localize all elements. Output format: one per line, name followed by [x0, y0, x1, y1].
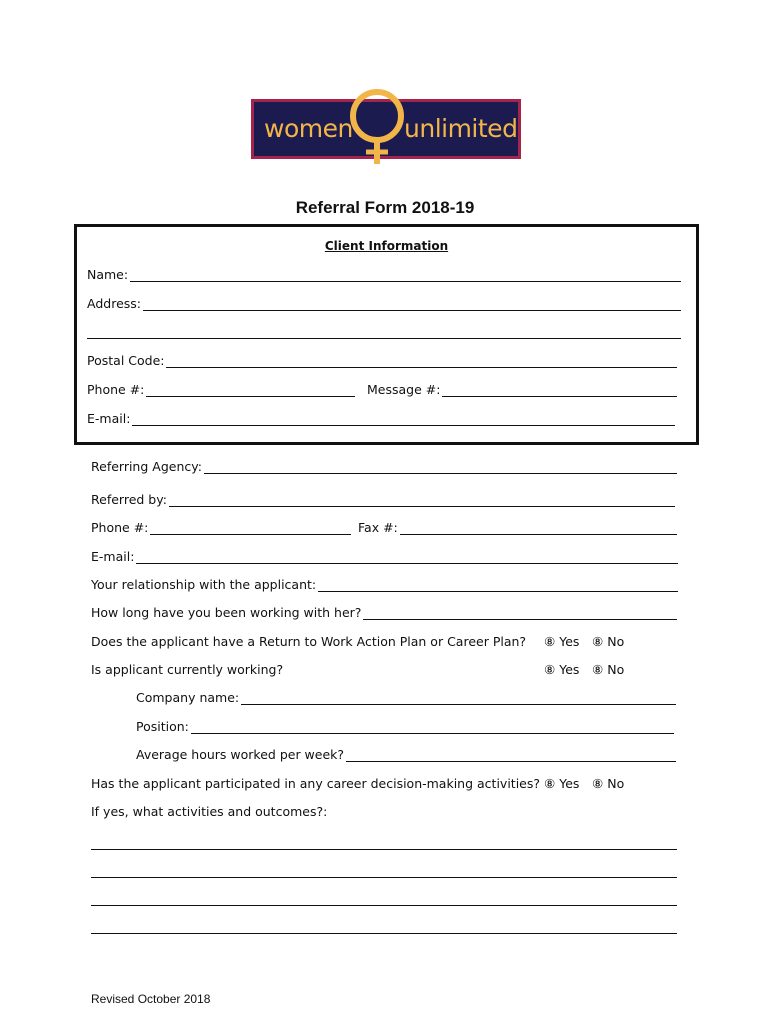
working-yes-checkbox-icon[interactable]: ⑧	[544, 662, 556, 677]
client-email-label: E-mail:	[87, 411, 131, 426]
referred-by-field[interactable]	[91, 492, 675, 507]
client-phone-line[interactable]	[146, 382, 355, 397]
activities-yes-option[interactable]	[544, 776, 579, 791]
fax-label: Fax #:	[358, 520, 398, 535]
hours-label: Average hours worked per week?	[136, 747, 345, 762]
address-line[interactable]	[143, 296, 681, 311]
referrer-phone-field[interactable]	[91, 520, 351, 535]
page-title: Referral Form 2018-19	[295, 198, 475, 217]
address-field[interactable]	[87, 296, 681, 311]
hours-line[interactable]	[346, 747, 676, 762]
referrer-phone-line[interactable]	[150, 520, 351, 535]
working-yes-option[interactable]	[544, 662, 579, 677]
activities-no-option[interactable]	[592, 776, 624, 791]
how-long-field[interactable]	[91, 605, 677, 620]
name-field[interactable]	[87, 267, 681, 282]
referring-agency-label: Referring Agency:	[91, 459, 202, 474]
client-phone-label: Phone #:	[87, 382, 145, 397]
activities-no-label: No	[607, 776, 625, 791]
logo-text-unlimited: unlimited	[404, 114, 518, 143]
working-no-label: No	[607, 662, 625, 677]
message-line[interactable]	[442, 382, 677, 397]
referred-by-label: Referred by:	[91, 492, 167, 507]
company-name-field[interactable]	[136, 690, 676, 705]
logo	[251, 99, 521, 159]
working-yes-label: Yes	[559, 662, 580, 677]
activities-no-checkbox-icon[interactable]: ⑧	[592, 776, 604, 791]
address-label: Address:	[87, 296, 141, 311]
outcomes-line-2[interactable]	[91, 876, 677, 878]
client-email-field[interactable]	[87, 411, 675, 426]
postal-code-label: Postal Code:	[87, 353, 165, 368]
message-field[interactable]	[367, 382, 677, 397]
plan-no-label: No	[607, 634, 625, 649]
referrer-email-line[interactable]	[136, 549, 678, 564]
plan-no-checkbox-icon[interactable]: ⑧	[592, 634, 604, 649]
company-name-label: Company name:	[136, 690, 240, 705]
hours-field[interactable]	[136, 747, 676, 762]
postal-code-field[interactable]	[87, 353, 677, 368]
position-line[interactable]	[191, 719, 674, 734]
postal-code-line[interactable]	[166, 353, 677, 368]
company-name-line[interactable]	[241, 690, 676, 705]
fax-line[interactable]	[400, 520, 677, 535]
relationship-label: Your relationship with the applicant:	[91, 577, 317, 592]
plan-yes-option[interactable]	[544, 634, 579, 649]
name-line[interactable]	[130, 267, 681, 282]
working-question: Is applicant currently working?	[91, 662, 284, 677]
outcomes-label: If yes, what activities and outcomes?:	[91, 804, 328, 819]
outcomes-line-3[interactable]	[91, 904, 677, 906]
client-info-heading: Client Information	[324, 239, 449, 253]
logo-text-women: women	[264, 114, 353, 143]
revision-note: Revised October 2018	[91, 992, 211, 1006]
activities-yes-checkbox-icon[interactable]: ⑧	[544, 776, 556, 791]
activities-question: Has the applicant participated in any career decision-making activities?	[91, 776, 540, 791]
client-phone-field[interactable]	[87, 382, 355, 397]
referrer-email-field[interactable]	[91, 549, 678, 564]
plan-yes-checkbox-icon[interactable]: ⑧	[544, 634, 556, 649]
name-label: Name:	[87, 267, 129, 282]
working-no-checkbox-icon[interactable]: ⑧	[592, 662, 604, 677]
referring-agency-line[interactable]	[204, 459, 677, 474]
outcomes-line-1[interactable]	[91, 848, 677, 850]
referring-agency-field[interactable]	[91, 459, 677, 474]
how-long-label: How long have you been working with her?	[91, 605, 362, 620]
message-label: Message #:	[367, 382, 441, 397]
referrer-phone-label: Phone #:	[91, 520, 149, 535]
how-long-line[interactable]	[363, 605, 677, 620]
fax-field[interactable]	[358, 520, 677, 535]
relationship-field[interactable]	[91, 577, 678, 592]
position-label: Position:	[136, 719, 189, 734]
position-field[interactable]	[136, 719, 674, 734]
client-info-section	[74, 224, 699, 445]
referrer-email-label: E-mail:	[91, 549, 135, 564]
client-email-line[interactable]	[132, 411, 675, 426]
working-no-option[interactable]	[592, 662, 624, 677]
activities-yes-label: Yes	[559, 776, 580, 791]
plan-question: Does the applicant have a Return to Work Action Plan or Career Plan?	[91, 634, 527, 649]
plan-yes-label: Yes	[559, 634, 580, 649]
referred-by-line[interactable]	[169, 492, 675, 507]
outcomes-line-4[interactable]	[91, 932, 677, 934]
address-line-2[interactable]	[87, 337, 681, 339]
relationship-line[interactable]	[318, 577, 678, 592]
plan-no-option[interactable]	[592, 634, 624, 649]
